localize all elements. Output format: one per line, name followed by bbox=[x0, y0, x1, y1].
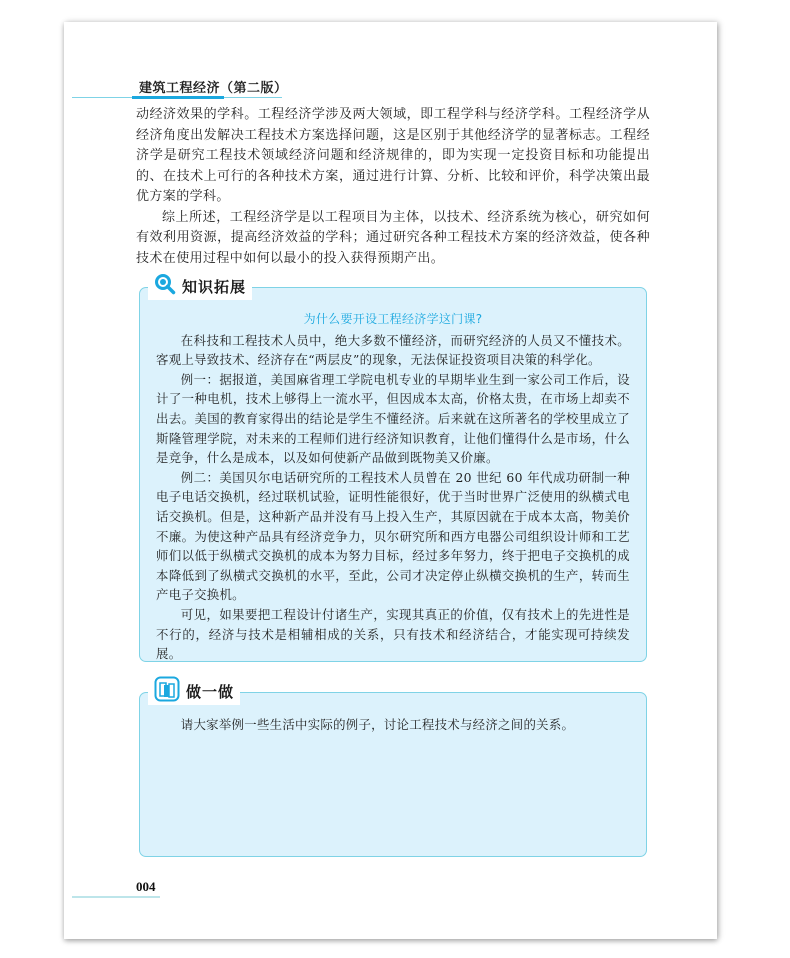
box-header bbox=[148, 272, 252, 300]
box-paragraph: 例二：美国贝尔电话研究所的工程技术人员曾在 20 世纪 60 年代成功研制一种电子电话交换机，经过联机试验，证明性能很好，优于当时世界广泛使用的纵横式电话交换机。但是，这种新产品并没有马上投入生产，其原因就在于成本太高，物美价不廉。为使这种产品具有经济竞争力，贝尔研究所和西方电器公司组织设计师和工艺师们以低于纵横式交换机的成本为努力目标，经过多年努力，终于把电子交换机的成本降低到了纵横式交换机的水平，至此，公司才决定停止纵横交换机的生产，转而生产电子交换机。 bbox=[156, 469, 630, 603]
box-content bbox=[156, 715, 630, 735]
body-paragraph: 综上所述，工程经济学是以工程项目为主体，以技术、经济系统为核心，研究如何有效利用资源，提高经济效益的学科；通过研究各种工程技术方案的经济效益，使各种技术在使用过程中如何以最小的投入获得预期产出。 bbox=[136, 209, 650, 266]
magnifier-icon bbox=[154, 273, 176, 299]
box-paragraph: 在科技和工程技术人员中，绝大多数不懂经济，而研究经济的人员又不懂技术。客观上导致技术、经济存在“两层皮”的现象，无法保证投资项目决策的科学化。 bbox=[156, 332, 630, 368]
box-paragraph: 可见，如果要把工程设计付诸生产，实现其真正的价值，仅有技术上的先进性是不行的，经济与技术是相辅相成的关系，只有技术和经济结合，才能实现可持续发展。 bbox=[156, 606, 630, 662]
box-title: 知识拓展 bbox=[182, 277, 247, 296]
box-content bbox=[156, 310, 630, 664]
practice-box bbox=[139, 682, 647, 857]
body-text bbox=[136, 105, 650, 269]
running-header-title: 建筑工程经济（第二版） bbox=[139, 81, 288, 96]
header-accent-bar bbox=[132, 96, 224, 99]
books-icon bbox=[154, 676, 180, 706]
knowledge-extension-box bbox=[139, 277, 647, 662]
box-title: 做一做 bbox=[186, 682, 235, 701]
footer-rule bbox=[72, 896, 160, 898]
body-paragraph: 动经济效果的学科。工程经济学涉及两大领域，即工程学科与经济学科。工程经济学从经济角度出发解决工程技术方案选择问题，这是区别于其他经济学的显著标志。工程经济学是研究工程技术领域经济问题和经济规律的，即为实现一定投资目标和功能提出的、在技术上可行的各种技术方案，通过进行计算、分析、比较和评价，科学决策出最优方案的学科。 bbox=[136, 107, 650, 204]
box-subtitle: 为什么要开设工程经济学这门课? bbox=[303, 312, 483, 326]
box-paragraph: 例一：据报道，美国麻省理工学院电机专业的早期毕业生到一家公司工作后，设计了一种电机，技术上够得上一流水平，但因成本太高，价格太贵，在市场上却卖不出去。美国的教育家得出的结论是学生不懂经济。后来就在这所著名的学校里成立了斯隆管理学院，对未来的工程师们进行经济知识教育，让他们懂得什么是市场，什么是竞争，什么是成本，以及如何使新产品做到既物美又价廉。 bbox=[156, 371, 630, 466]
page-number: 004 bbox=[136, 879, 156, 894]
book-page bbox=[64, 22, 717, 939]
box-header bbox=[148, 677, 240, 705]
box-paragraph: 请大家举例一些生活中实际的例子，讨论工程技术与经济之间的关系。 bbox=[180, 717, 575, 732]
